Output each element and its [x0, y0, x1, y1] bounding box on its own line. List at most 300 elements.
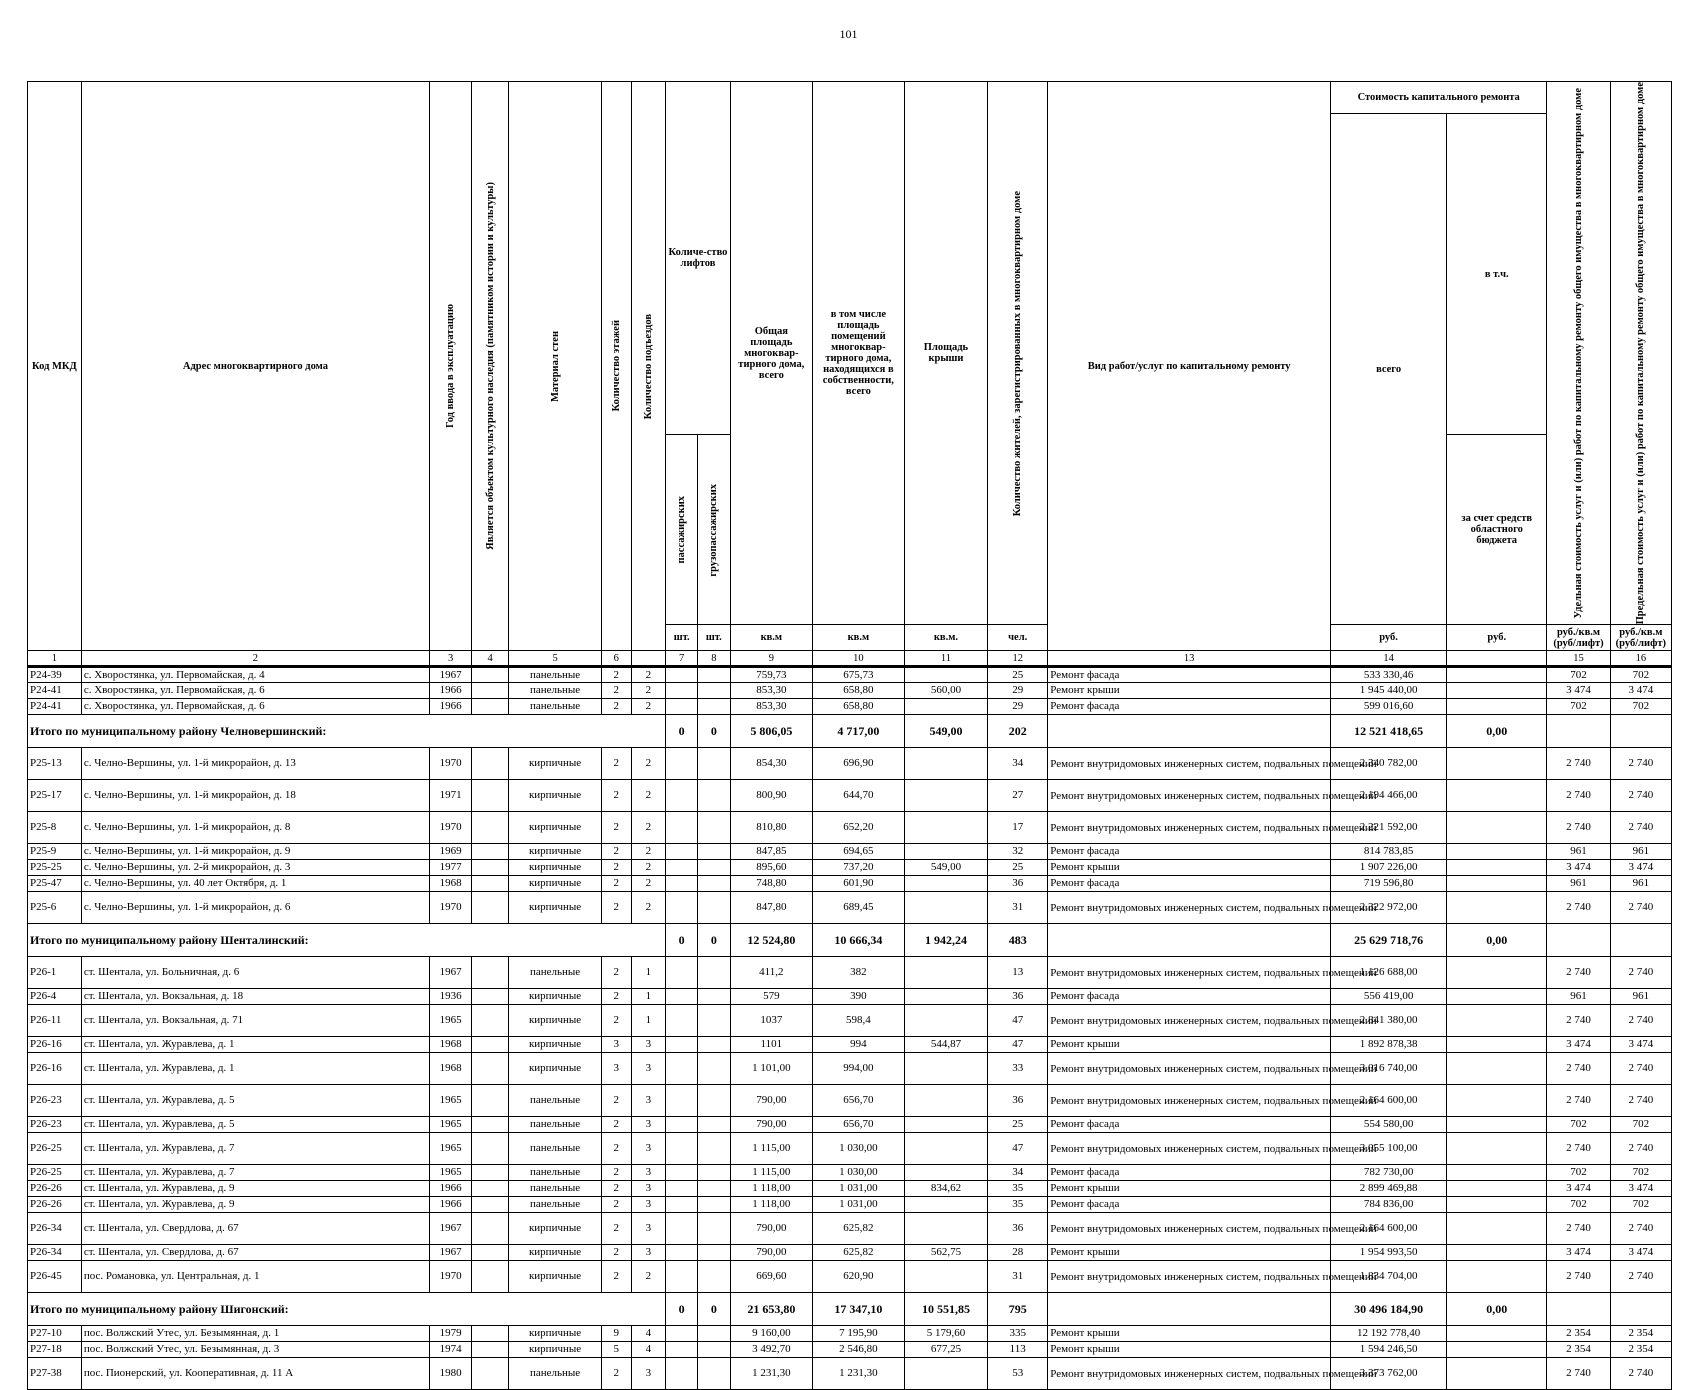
limit-cost-cell: 2 740	[1610, 957, 1671, 989]
address-cell: ст. Шентала, ул. Свердлова, д. 67	[81, 1213, 429, 1245]
roof-area-cell	[904, 844, 987, 860]
regional-cell	[1447, 812, 1547, 844]
residents-cell: 32	[988, 844, 1048, 860]
unit-cost-cell: 702	[1547, 1197, 1610, 1213]
entrances-cell: 1	[631, 1005, 666, 1037]
total-title: Итого по муниципальному району Шенталинский:	[28, 924, 666, 957]
heritage-cell	[472, 957, 509, 989]
cost-cell: 533 330,46	[1331, 667, 1447, 683]
cost-cell: 1 945 440,00	[1331, 683, 1447, 699]
header-lifts-pass: пассажирских	[666, 435, 698, 625]
owned-area-cell: 382	[812, 957, 904, 989]
column-number: 15	[1547, 651, 1610, 667]
unit-cost-cell: 2 740	[1547, 812, 1610, 844]
entrances-cell: 1	[631, 989, 666, 1005]
roof-area-cell	[904, 1197, 987, 1213]
header-year: Год ввода в эксплуатацию	[430, 82, 472, 651]
entrances-cell: 3	[631, 1053, 666, 1085]
floors-cell: 2	[601, 699, 631, 715]
total-roof-area: 1 942,24	[904, 924, 987, 957]
year-cell: 1965	[430, 1133, 472, 1165]
table-row	[28, 1181, 1672, 1197]
work-cell: Ремонт внутридомовых инженерных систем, подвальных помещений	[1048, 1213, 1331, 1245]
owned-area-cell: 1 030,00	[812, 1165, 904, 1181]
entrances-cell: 2	[631, 780, 666, 812]
district-total-row	[28, 1293, 1672, 1326]
total-area-cell: 854,30	[730, 748, 812, 780]
year-cell: 1970	[430, 1261, 472, 1293]
heritage-cell	[472, 1005, 509, 1037]
unit-cost-cell: 702	[1547, 1117, 1610, 1133]
unit-residents: чел.	[988, 625, 1048, 651]
limit-cost-cell: 2 740	[1610, 1133, 1671, 1165]
floors-cell: 2	[601, 667, 631, 683]
regional-cell	[1447, 1358, 1547, 1390]
total-area: 5 806,05	[730, 715, 812, 748]
unit-cost-cell: 702	[1547, 667, 1610, 683]
total-unit-cost	[1547, 924, 1610, 957]
lifts-cargo-cell	[697, 683, 730, 699]
column-number: 11	[904, 651, 987, 667]
lifts-pass-cell	[666, 1053, 698, 1085]
entrances-cell: 3	[631, 1197, 666, 1213]
heritage-cell	[472, 1117, 509, 1133]
entrances-cell: 4	[631, 1342, 666, 1358]
lifts-pass-cell	[666, 1005, 698, 1037]
lifts-cargo-cell	[697, 1342, 730, 1358]
floors-cell: 3	[601, 1053, 631, 1085]
work-cell: Ремонт фасада	[1048, 876, 1331, 892]
material-cell: панельные	[509, 1165, 602, 1181]
cost-cell: 1 907 226,00	[1331, 860, 1447, 876]
total-owned-area: 4 717,00	[812, 715, 904, 748]
code-cell: Р25-9	[28, 844, 82, 860]
lifts-pass-cell	[666, 1342, 698, 1358]
total-area-cell: 790,00	[730, 1085, 812, 1117]
limit-cost-cell: 2 354	[1610, 1342, 1671, 1358]
unit-cost-cell: 2 740	[1547, 780, 1610, 812]
header-floors: Количество этажей	[601, 82, 631, 651]
year-cell: 1966	[430, 683, 472, 699]
residents-cell: 36	[988, 989, 1048, 1005]
code-cell: Р25-17	[28, 780, 82, 812]
lifts-cargo-cell	[697, 1165, 730, 1181]
code-cell: Р27-10	[28, 1326, 82, 1342]
table-row	[28, 876, 1672, 892]
lifts-pass-cell	[666, 1261, 698, 1293]
cost-cell: 2 164 600,00	[1331, 1085, 1447, 1117]
lifts-cargo-cell	[697, 1358, 730, 1390]
column-number	[1447, 651, 1547, 667]
roof-area-cell: 544,87	[904, 1037, 987, 1053]
table-row	[28, 667, 1672, 683]
limit-cost-cell: 961	[1610, 844, 1671, 860]
floors-cell: 2	[601, 812, 631, 844]
header-lifts: Количе-ство лифтов	[666, 82, 730, 435]
roof-area-cell	[904, 1213, 987, 1245]
work-cell: Ремонт внутридомовых инженерных систем, подвальных помещений	[1048, 1133, 1331, 1165]
unit-cost-cell: 702	[1547, 699, 1610, 715]
lifts-pass-cell	[666, 1037, 698, 1053]
regional-cell	[1447, 1133, 1547, 1165]
header-cost-regional: за счет средств областного бюджета	[1447, 435, 1547, 625]
regional-cell	[1447, 667, 1547, 683]
heritage-cell	[472, 844, 509, 860]
address-cell: ст. Шентала, ул. Журавлева, д. 9	[81, 1197, 429, 1213]
residents-cell: 53	[988, 1358, 1048, 1390]
floors-cell: 2	[601, 780, 631, 812]
code-cell: Р26-25	[28, 1165, 82, 1181]
address-cell: ст. Шентала, ул. Больничная, д. 6	[81, 957, 429, 989]
lifts-cargo-cell	[697, 989, 730, 1005]
work-cell: Ремонт внутридомовых инженерных систем, подвальных помещений	[1048, 748, 1331, 780]
lifts-pass-cell	[666, 989, 698, 1005]
code-cell: Р26-26	[28, 1197, 82, 1213]
lifts-cargo-cell	[697, 748, 730, 780]
header-owned-area: в том числе площадь помещений многоквар-тирного дома, находящихся в собственности, всего	[812, 82, 904, 625]
material-cell: панельные	[509, 683, 602, 699]
total-unit-cost	[1547, 1293, 1610, 1326]
material-cell: кирпичные	[509, 1053, 602, 1085]
heritage-cell	[472, 1197, 509, 1213]
limit-cost-cell: 2 354	[1610, 1326, 1671, 1342]
owned-area-cell: 1 231,30	[812, 1358, 904, 1390]
table-row	[28, 1358, 1672, 1390]
unit-cost-cell: 2 740	[1547, 1133, 1610, 1165]
residents-cell: 13	[988, 957, 1048, 989]
entrances-cell: 2	[631, 699, 666, 715]
address-cell: ст. Шентала, ул. Журавлева, д. 1	[81, 1037, 429, 1053]
unit-cost-cell: 2 740	[1547, 1053, 1610, 1085]
material-cell: кирпичные	[509, 1005, 602, 1037]
table-row	[28, 1085, 1672, 1117]
column-number: 3	[430, 651, 472, 667]
residents-cell: 47	[988, 1005, 1048, 1037]
lifts-cargo-cell	[697, 812, 730, 844]
total-area-cell: 1 231,30	[730, 1358, 812, 1390]
code-cell: Р24-41	[28, 683, 82, 699]
material-cell: панельные	[509, 667, 602, 683]
lifts-cargo-cell	[697, 876, 730, 892]
table-row	[28, 699, 1672, 715]
owned-area-cell: 601,90	[812, 876, 904, 892]
floors-cell: 2	[601, 1165, 631, 1181]
limit-cost-cell: 3 474	[1610, 1037, 1671, 1053]
total-area-cell: 579	[730, 989, 812, 1005]
roof-area-cell	[904, 667, 987, 683]
total-lifts-pass: 0	[666, 924, 698, 957]
lifts-pass-cell	[666, 876, 698, 892]
total-owned-area: 10 666,34	[812, 924, 904, 957]
table-row	[28, 1197, 1672, 1213]
table-row	[28, 1213, 1672, 1245]
entrances-cell: 2	[631, 860, 666, 876]
roof-area-cell	[904, 1117, 987, 1133]
address-cell: с. Челно-Вершины, ул. 1-й микрорайон, д. 6	[81, 892, 429, 924]
regional-cell	[1447, 892, 1547, 924]
heritage-cell	[472, 1326, 509, 1342]
address-cell: ст. Шентала, ул. Журавлева, д. 7	[81, 1133, 429, 1165]
cost-cell: 2 340 782,00	[1331, 748, 1447, 780]
lifts-cargo-cell	[697, 1133, 730, 1165]
total-residents: 795	[988, 1293, 1048, 1326]
owned-area-cell: 2 546,80	[812, 1342, 904, 1358]
total-area-cell: 810,80	[730, 812, 812, 844]
heritage-cell	[472, 1133, 509, 1165]
residents-cell: 36	[988, 876, 1048, 892]
material-cell: кирпичные	[509, 892, 602, 924]
table-row	[28, 1053, 1672, 1085]
residents-cell: 33	[988, 1053, 1048, 1085]
material-cell: кирпичные	[509, 989, 602, 1005]
limit-cost-cell: 702	[1610, 667, 1671, 683]
lifts-cargo-cell	[697, 780, 730, 812]
address-cell: пос. Волжский Утес, ул. Безымянная, д. 1	[81, 1326, 429, 1342]
limit-cost-cell: 702	[1610, 1165, 1671, 1181]
lifts-pass-cell	[666, 780, 698, 812]
header-lifts-cargo: грузопассажирских	[697, 435, 730, 625]
work-cell: Ремонт внутридомовых инженерных систем, подвальных помещений	[1048, 1261, 1331, 1293]
residents-cell: 29	[988, 699, 1048, 715]
regional-cell	[1447, 1053, 1547, 1085]
work-cell: Ремонт крыши	[1048, 860, 1331, 876]
total-area-cell: 3 492,70	[730, 1342, 812, 1358]
total-lifts-cargo: 0	[697, 924, 730, 957]
table-row	[28, 1133, 1672, 1165]
total-area-cell: 9 160,00	[730, 1326, 812, 1342]
year-cell: 1969	[430, 844, 472, 860]
floors-cell: 2	[601, 1213, 631, 1245]
heritage-cell	[472, 1181, 509, 1197]
year-cell: 1936	[430, 989, 472, 1005]
table-row	[28, 957, 1672, 989]
total-work	[1048, 924, 1331, 957]
unit-cost-cell: 702	[1547, 1165, 1610, 1181]
total-area-cell: 759,73	[730, 667, 812, 683]
total-area-cell: 411,2	[730, 957, 812, 989]
lifts-pass-cell	[666, 683, 698, 699]
heritage-cell	[472, 683, 509, 699]
address-cell: пос. Романовка, ул. Центральная, д. 1	[81, 1261, 429, 1293]
code-cell: Р27-38	[28, 1358, 82, 1390]
lifts-cargo-cell	[697, 1005, 730, 1037]
address-cell: с. Хворостянка, ул. Первомайская, д. 4	[81, 667, 429, 683]
code-cell: Р24-41	[28, 699, 82, 715]
unit-cost-cell: 3 474	[1547, 1245, 1610, 1261]
lifts-cargo-cell	[697, 892, 730, 924]
regional-cell	[1447, 876, 1547, 892]
material-cell: кирпичные	[509, 1037, 602, 1053]
lifts-pass-cell	[666, 892, 698, 924]
total-cost: 30 496 184,90	[1331, 1293, 1447, 1326]
owned-area-cell: 656,70	[812, 1085, 904, 1117]
owned-area-cell: 7 195,90	[812, 1326, 904, 1342]
cost-cell: 784 836,00	[1331, 1197, 1447, 1213]
total-roof-area: 10 551,85	[904, 1293, 987, 1326]
residents-cell: 47	[988, 1037, 1048, 1053]
residents-cell: 27	[988, 780, 1048, 812]
regional-cell	[1447, 1261, 1547, 1293]
lifts-pass-cell	[666, 1133, 698, 1165]
residents-cell: 25	[988, 860, 1048, 876]
header-address: Адрес многоквартирного дома	[81, 82, 429, 651]
entrances-cell: 3	[631, 1133, 666, 1165]
address-cell: с. Челно-Вершины, ул. 1-й микрорайон, д. 13	[81, 748, 429, 780]
regional-cell	[1447, 1165, 1547, 1181]
entrances-cell: 1	[631, 957, 666, 989]
cost-cell: 12 192 778,40	[1331, 1326, 1447, 1342]
heritage-cell	[472, 892, 509, 924]
cost-cell: 3 373 762,00	[1331, 1358, 1447, 1390]
entrances-cell: 3	[631, 1117, 666, 1133]
unit-cost-cell: 3 474	[1547, 1181, 1610, 1197]
address-cell: с. Хворостянка, ул. Первомайская, д. 6	[81, 699, 429, 715]
entrances-cell: 2	[631, 667, 666, 683]
limit-cost-cell: 2 740	[1610, 1261, 1671, 1293]
lifts-cargo-cell	[697, 1117, 730, 1133]
lifts-pass-cell	[666, 860, 698, 876]
unit-cost-cell: 2 740	[1547, 1213, 1610, 1245]
address-cell: с. Челно-Вершины, ул. 40 лет Октября, д. 1	[81, 876, 429, 892]
address-cell: ст. Шентала, ул. Вокзальная, д. 18	[81, 989, 429, 1005]
lifts-pass-cell	[666, 1197, 698, 1213]
year-cell: 1980	[430, 1358, 472, 1390]
work-cell: Ремонт внутридомовых инженерных систем, подвальных помещений	[1048, 957, 1331, 989]
unit-cost-cell: 2 740	[1547, 892, 1610, 924]
year-cell: 1965	[430, 1085, 472, 1117]
total-lifts-cargo: 0	[697, 715, 730, 748]
owned-area-cell: 620,90	[812, 1261, 904, 1293]
lifts-pass-cell	[666, 1165, 698, 1181]
address-cell: с. Челно-Вершины, ул. 1-й микрорайон, д. 18	[81, 780, 429, 812]
owned-area-cell: 625,82	[812, 1213, 904, 1245]
code-cell: Р26-34	[28, 1213, 82, 1245]
material-cell: панельные	[509, 1085, 602, 1117]
roof-area-cell: 834,62	[904, 1181, 987, 1197]
year-cell: 1979	[430, 1326, 472, 1342]
floors-cell: 2	[601, 1261, 631, 1293]
heritage-cell	[472, 1037, 509, 1053]
year-cell: 1977	[430, 860, 472, 876]
material-cell: панельные	[509, 1181, 602, 1197]
total-residents: 202	[988, 715, 1048, 748]
column-number: 5	[509, 651, 602, 667]
heritage-cell	[472, 1053, 509, 1085]
header-roof-area: Площадь крыши	[904, 82, 987, 625]
regional-cell	[1447, 1326, 1547, 1342]
regional-cell	[1447, 1181, 1547, 1197]
work-cell: Ремонт крыши	[1048, 1326, 1331, 1342]
code-cell: Р24-39	[28, 667, 82, 683]
unit-cost-cell: 2 354	[1547, 1342, 1610, 1358]
total-cost: 25 629 718,76	[1331, 924, 1447, 957]
floors-cell: 2	[601, 1358, 631, 1390]
entrances-cell: 3	[631, 1213, 666, 1245]
residents-cell: 35	[988, 1197, 1048, 1213]
residents-cell: 36	[988, 1213, 1048, 1245]
total-limit-cost	[1610, 924, 1671, 957]
material-cell: панельные	[509, 957, 602, 989]
address-cell: пос. Волжский Утес, ул. Безымянная, д. 3	[81, 1342, 429, 1358]
total-area-cell: 1037	[730, 1005, 812, 1037]
table-row	[28, 683, 1672, 699]
address-cell: с. Челно-Вершины, ул. 2-й микрорайон, д. 3	[81, 860, 429, 876]
owned-area-cell: 652,20	[812, 812, 904, 844]
column-number: 1	[28, 651, 82, 667]
lifts-pass-cell	[666, 1245, 698, 1261]
district-total-row	[28, 715, 1672, 748]
unit-cost-cell: 3 474	[1547, 683, 1610, 699]
regional-cell	[1447, 699, 1547, 715]
heritage-cell	[472, 812, 509, 844]
entrances-cell: 4	[631, 1326, 666, 1342]
floors-cell: 2	[601, 844, 631, 860]
header-heritage: Является объектом культурного наследия (памятником истории и культуры)	[472, 82, 509, 651]
column-number: 9	[730, 651, 812, 667]
code-cell: Р25-8	[28, 812, 82, 844]
work-cell: Ремонт фасада	[1048, 1197, 1331, 1213]
roof-area-cell	[904, 1005, 987, 1037]
material-cell: кирпичные	[509, 844, 602, 860]
limit-cost-cell: 2 740	[1610, 1005, 1671, 1037]
table-row	[28, 989, 1672, 1005]
column-number: 7	[666, 651, 698, 667]
unit-cost-cell: 2 740	[1547, 748, 1610, 780]
year-cell: 1974	[430, 1342, 472, 1358]
header-limit-cost: Предельная стоимость услуг и (или) работ по капитальному ремонту общего имущества в многоквартирном доме	[1610, 82, 1671, 625]
cost-cell: 1 834 704,00	[1331, 1261, 1447, 1293]
roof-area-cell: 562,75	[904, 1245, 987, 1261]
lifts-cargo-cell	[697, 1197, 730, 1213]
entrances-cell: 3	[631, 1358, 666, 1390]
cost-cell: 1 892 878,38	[1331, 1037, 1447, 1053]
heritage-cell	[472, 1358, 509, 1390]
regional-cell	[1447, 957, 1547, 989]
material-cell: панельные	[509, 1197, 602, 1213]
roof-area-cell	[904, 1133, 987, 1165]
code-cell: Р26-16	[28, 1053, 82, 1085]
address-cell: ст. Шентала, ул. Журавлева, д. 7	[81, 1165, 429, 1181]
entrances-cell: 2	[631, 748, 666, 780]
material-cell: панельные	[509, 1358, 602, 1390]
table-row	[28, 1165, 1672, 1181]
district-total-row	[28, 924, 1672, 957]
lifts-cargo-cell	[697, 1181, 730, 1197]
table-row	[28, 1326, 1672, 1342]
address-cell: ст. Шентала, ул. Журавлева, д. 5	[81, 1085, 429, 1117]
residents-cell: 25	[988, 667, 1048, 683]
unit-cost-cell: 2 740	[1547, 1358, 1610, 1390]
address-cell: с. Челно-Вершины, ул. 1-й микрорайон, д. 8	[81, 812, 429, 844]
residents-cell: 31	[988, 892, 1048, 924]
roof-area-cell	[904, 1085, 987, 1117]
floors-cell: 2	[601, 1181, 631, 1197]
floors-cell: 2	[601, 876, 631, 892]
column-number: 2	[81, 651, 429, 667]
heritage-cell	[472, 876, 509, 892]
heritage-cell	[472, 1342, 509, 1358]
heritage-cell	[472, 989, 509, 1005]
owned-area-cell: 656,70	[812, 1117, 904, 1133]
column-number: 8	[697, 651, 730, 667]
unit-unit-cost: руб./кв.м (руб/лифт)	[1547, 625, 1610, 651]
column-number: 14	[1331, 651, 1447, 667]
material-cell: кирпичные	[509, 860, 602, 876]
total-regional: 0,00	[1447, 924, 1547, 957]
code-cell: Р25-47	[28, 876, 82, 892]
entrances-cell: 2	[631, 876, 666, 892]
table-row	[28, 1245, 1672, 1261]
